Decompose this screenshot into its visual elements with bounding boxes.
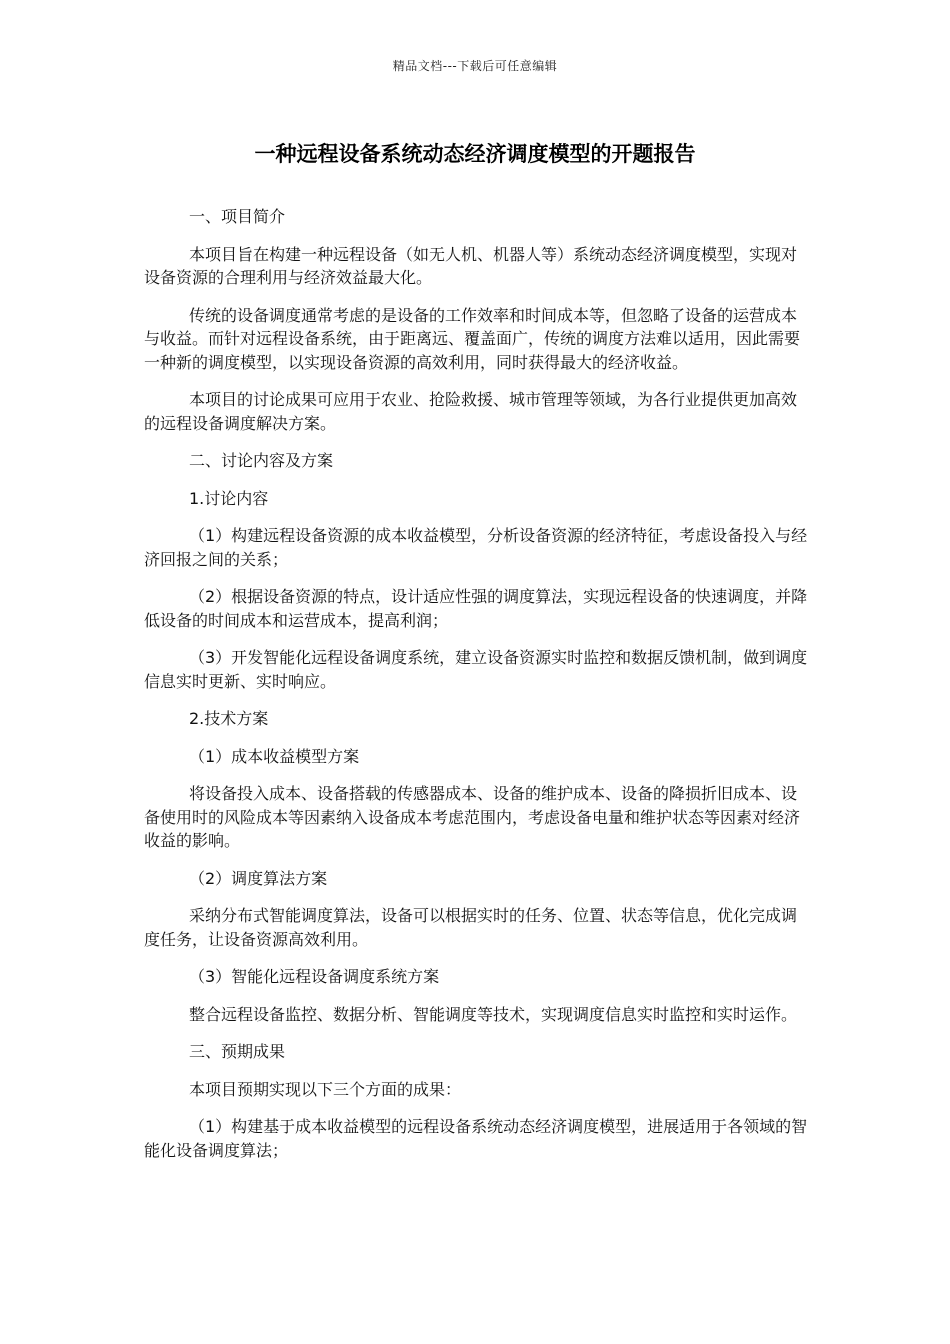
list-item-heading: （1）成本收益模型方案 (189, 746, 360, 766)
list-item: （2）根据设备资源的特点，设计适应性强的调度算法，实现远程设备的快速调度，并降低设备的时间成本和运营成本，提高利润； (144, 587, 808, 630)
subsection-heading: 1.讨论内容 (189, 488, 269, 508)
list-item: （3）开发智能化远程设备调度系统，建立设备资源实时监控和数据反馈机制，做到调度信息实时更新、实时响应。 (144, 648, 808, 691)
paragraph: 整合远程设备监控、数据分析、智能调度等技术，实现调度信息实时监控和实时运作。 (189, 1004, 798, 1024)
paragraph: 本项目旨在构建一种远程设备（如无人机、机器人等）系统动态经济调度模型，实现对设备资源的合理利用与经济效益最大化。 (144, 244, 798, 287)
section-heading-results: 三、预期成果 (189, 1042, 286, 1061)
paragraph: 将设备投入成本、设备搭载的传感器成本、设备的维护成本、设备的降损折旧成本、设备使用时的风险成本等因素纳入设备成本考虑范围内，考虑设备电量和维护状态等因素对经济收益的影响。 (144, 784, 801, 850)
section-heading-content: 二、讨论内容及方案 (189, 451, 334, 470)
document-title: 一种远程设备系统动态经济调度模型的开题报告 (254, 142, 696, 166)
paragraph: 本项目预期实现以下三个方面的成果： (189, 1079, 462, 1099)
paragraph: 采纳分布式智能调度算法，设备可以根据实时的任务、位置、状态等信息，优化完成调度任务，让设备资源高效利用。 (144, 906, 798, 949)
list-item: （1）构建基于成本收益模型的远程设备系统动态经济调度模型，进展适用于各领域的智能化设备调度算法； (144, 1117, 808, 1160)
list-item-heading: （2）调度算法方案 (189, 868, 328, 888)
document-body (144, 205, 808, 1176)
list-item: （1）构建远程设备资源的成本收益模型，分析设备资源的经济特征，考虑设备投入与经济回报之间的关系； (144, 526, 808, 569)
subsection-heading: 2.技术方案 (189, 709, 269, 728)
paragraph: 传统的设备调度通常考虑的是设备的工作效率和时间成本等，但忽略了设备的运营成本与收益。而针对远程设备系统，由于距离远、覆盖面广，传统的调度方法难以适用，因此需要一种新的调度模型，以实现设备资源的高效利用，同时获得最大的经济收益。 (144, 305, 801, 372)
list-item-heading: （3）智能化远程设备调度系统方案 (189, 967, 440, 986)
header-note: 精品文档---下载后可任意编辑 (392, 59, 558, 73)
section-heading-intro: 一、项目简介 (189, 207, 286, 226)
paragraph: 本项目的讨论成果可应用于农业、抢险救援、城市管理等领域，为各行业提供更加高效的远程设备调度解决方案。 (144, 390, 798, 433)
